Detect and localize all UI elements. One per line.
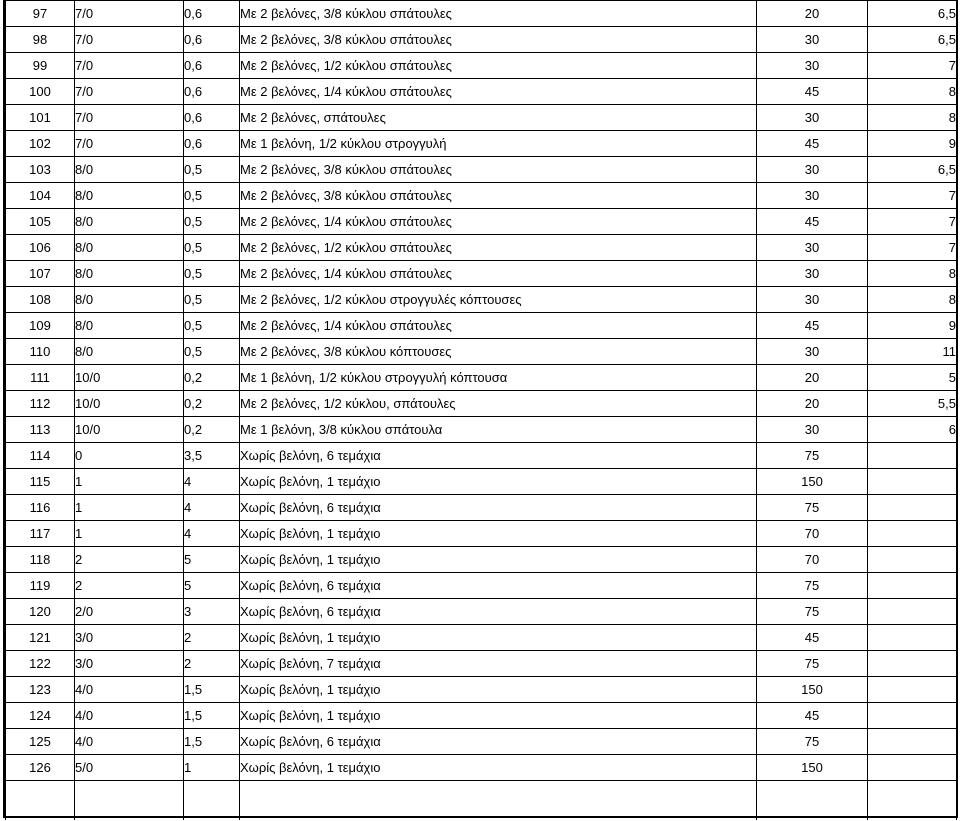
cell-length: 30 [757, 235, 868, 261]
cell-needle-mm: 5,5 [868, 391, 957, 417]
cell-size: 3/0 [75, 651, 184, 677]
table-row [6, 1, 957, 27]
table-row [6, 417, 957, 443]
cell-needle-mm [868, 443, 957, 469]
cell-size: 8/0 [75, 287, 184, 313]
cell-length: 75 [757, 495, 868, 521]
cell-diameter: 0,6 [184, 105, 240, 131]
cell-item-number: 125 [6, 729, 75, 755]
cell-diameter: 1,5 [184, 729, 240, 755]
cell-size: 1 [75, 495, 184, 521]
table-row [6, 625, 957, 651]
cell-description: Χωρίς βελόνη, 1 τεμάχιο [240, 469, 757, 495]
cell-length: 45 [757, 131, 868, 157]
cell-needle-mm: 8 [868, 105, 957, 131]
table-row [6, 495, 957, 521]
cell-needle-mm: 6 [868, 417, 957, 443]
cell-diameter: 0,5 [184, 235, 240, 261]
cell-description: Με 1 βελόνη, 3/8 κύκλου σπάτουλα [240, 417, 757, 443]
cell-diameter: 0,5 [184, 313, 240, 339]
cell-item-number: 105 [6, 209, 75, 235]
cell-item-number: 108 [6, 287, 75, 313]
cell-length: 30 [757, 261, 868, 287]
cell-length: 150 [757, 469, 868, 495]
cell-size: 8/0 [75, 209, 184, 235]
cell-size: 4/0 [75, 729, 184, 755]
cell-size: 2/0 [75, 599, 184, 625]
cell-description: Με 1 βελόνη, 1/2 κύκλου στρογγυλή κόπτουσα [240, 365, 757, 391]
cell-length: 20 [757, 1, 868, 27]
cell-diameter: 4 [184, 521, 240, 547]
table-row [6, 729, 957, 755]
cell-size: 10/0 [75, 391, 184, 417]
cell-description: Με 2 βελόνες, 1/4 κύκλου σπάτουλες [240, 209, 757, 235]
cell-diameter: 3,5 [184, 443, 240, 469]
table-row [6, 105, 957, 131]
cell-needle-mm [868, 469, 957, 495]
cell-description: Χωρίς βελόνη, 7 τεμάχια [240, 651, 757, 677]
cell-item-number: 103 [6, 157, 75, 183]
cell-length: 20 [757, 391, 868, 417]
cell-diameter: 0,5 [184, 157, 240, 183]
filler-cell [868, 781, 957, 821]
table-row [6, 677, 957, 703]
cell-description: Με 2 βελόνες, 1/2 κύκλου σπάτουλες [240, 235, 757, 261]
cell-description: Με 2 βελόνες, 3/8 κύκλου σπάτουλες [240, 157, 757, 183]
cell-diameter: 2 [184, 651, 240, 677]
cell-needle-mm [868, 755, 957, 781]
cell-diameter: 0,2 [184, 391, 240, 417]
cell-description: Χωρίς βελόνη, 1 τεμάχιο [240, 521, 757, 547]
cell-description: Χωρίς βελόνη, 1 τεμάχιο [240, 625, 757, 651]
filler-cell [757, 781, 868, 821]
cell-needle-mm [868, 599, 957, 625]
cell-diameter: 1 [184, 755, 240, 781]
cell-size: 1 [75, 469, 184, 495]
cell-length: 150 [757, 755, 868, 781]
cell-needle-mm: 8 [868, 261, 957, 287]
table-row [6, 391, 957, 417]
cell-item-number: 99 [6, 53, 75, 79]
cell-length: 45 [757, 313, 868, 339]
table-row [6, 235, 957, 261]
filler-cell [184, 781, 240, 821]
cell-length: 30 [757, 53, 868, 79]
cell-size: 2 [75, 547, 184, 573]
cell-size: 3/0 [75, 625, 184, 651]
table-body [6, 1, 957, 821]
cell-description: Με 2 βελόνες, 1/4 κύκλου σπάτουλες [240, 79, 757, 105]
cell-item-number: 110 [6, 339, 75, 365]
cell-description: Με 2 βελόνες, 3/8 κύκλου σπάτουλες [240, 1, 757, 27]
cell-needle-mm [868, 495, 957, 521]
table-row [6, 521, 957, 547]
cell-size: 7/0 [75, 27, 184, 53]
table-row [6, 287, 957, 313]
cell-needle-mm: 9 [868, 313, 957, 339]
cell-length: 70 [757, 547, 868, 573]
table-row [6, 573, 957, 599]
cell-needle-mm [868, 677, 957, 703]
cell-needle-mm: 8 [868, 287, 957, 313]
cell-length: 75 [757, 599, 868, 625]
cell-diameter: 5 [184, 547, 240, 573]
cell-length: 30 [757, 183, 868, 209]
cell-length: 30 [757, 287, 868, 313]
cell-needle-mm: 11 [868, 339, 957, 365]
cell-length: 75 [757, 573, 868, 599]
cell-item-number: 121 [6, 625, 75, 651]
cell-needle-mm [868, 521, 957, 547]
cell-description: Με 2 βελόνες, 3/8 κύκλου σπάτουλες [240, 27, 757, 53]
cell-diameter: 0,5 [184, 261, 240, 287]
cell-diameter: 0,5 [184, 339, 240, 365]
cell-size: 8/0 [75, 313, 184, 339]
table-row [6, 183, 957, 209]
cell-diameter: 1,5 [184, 677, 240, 703]
cell-needle-mm [868, 729, 957, 755]
cell-diameter: 5 [184, 573, 240, 599]
cell-length: 75 [757, 729, 868, 755]
table-row [6, 365, 957, 391]
cell-length: 30 [757, 339, 868, 365]
cell-size: 10/0 [75, 365, 184, 391]
table-row [6, 313, 957, 339]
table-row [6, 339, 957, 365]
cell-size: 8/0 [75, 157, 184, 183]
cell-size: 5/0 [75, 755, 184, 781]
cell-item-number: 113 [6, 417, 75, 443]
cell-length: 20 [757, 365, 868, 391]
cell-description: Με 2 βελόνες, 1/2 κύκλου, σπάτουλες [240, 391, 757, 417]
cell-needle-mm: 9 [868, 131, 957, 157]
table-row [6, 131, 957, 157]
cell-length: 30 [757, 27, 868, 53]
cell-item-number: 111 [6, 365, 75, 391]
cell-item-number: 102 [6, 131, 75, 157]
cell-item-number: 117 [6, 521, 75, 547]
cell-needle-mm: 7 [868, 53, 957, 79]
cell-description: Χωρίς βελόνη, 1 τεμάχιο [240, 547, 757, 573]
cell-description: Με 2 βελόνες, 1/4 κύκλου σπάτουλες [240, 313, 757, 339]
cell-needle-mm: 6,5 [868, 157, 957, 183]
cell-needle-mm: 7 [868, 183, 957, 209]
cell-diameter: 0,6 [184, 1, 240, 27]
cell-description: Με 1 βελόνη, 1/2 κύκλου στρογγυλή [240, 131, 757, 157]
cell-item-number: 112 [6, 391, 75, 417]
table-row [6, 443, 957, 469]
cell-needle-mm [868, 573, 957, 599]
cell-item-number: 98 [6, 27, 75, 53]
table-row [6, 599, 957, 625]
cell-length: 30 [757, 105, 868, 131]
cell-size: 4/0 [75, 703, 184, 729]
cell-size: 7/0 [75, 105, 184, 131]
table-row [6, 755, 957, 781]
cell-item-number: 101 [6, 105, 75, 131]
cell-item-number: 107 [6, 261, 75, 287]
cell-item-number: 119 [6, 573, 75, 599]
cell-diameter: 0,5 [184, 287, 240, 313]
table-row [6, 547, 957, 573]
cell-size: 8/0 [75, 339, 184, 365]
cell-needle-mm: 6,5 [868, 27, 957, 53]
table-row [6, 261, 957, 287]
cell-length: 75 [757, 651, 868, 677]
cell-length: 75 [757, 443, 868, 469]
cell-length: 45 [757, 209, 868, 235]
cell-description: Χωρίς βελόνη, 6 τεμάχια [240, 729, 757, 755]
cell-diameter: 0,5 [184, 209, 240, 235]
cell-diameter: 4 [184, 495, 240, 521]
cell-item-number: 115 [6, 469, 75, 495]
cell-length: 70 [757, 521, 868, 547]
cell-diameter: 0,2 [184, 365, 240, 391]
cell-size: 10/0 [75, 417, 184, 443]
cell-item-number: 124 [6, 703, 75, 729]
table-row [6, 53, 957, 79]
cell-needle-mm: 6,5 [868, 1, 957, 27]
cell-item-number: 118 [6, 547, 75, 573]
cell-length: 30 [757, 417, 868, 443]
cell-size: 4/0 [75, 677, 184, 703]
table-filler-row [6, 781, 957, 821]
table-row [6, 209, 957, 235]
cell-size: 7/0 [75, 53, 184, 79]
cell-size: 2 [75, 573, 184, 599]
document-sheet [3, 0, 958, 818]
cell-size: 8/0 [75, 261, 184, 287]
cell-description: Με 2 βελόνες, 3/8 κύκλου κόπτουσες [240, 339, 757, 365]
cell-needle-mm [868, 651, 957, 677]
cell-item-number: 114 [6, 443, 75, 469]
cell-needle-mm: 7 [868, 209, 957, 235]
table-row [6, 469, 957, 495]
cell-size: 1 [75, 521, 184, 547]
cell-diameter: 0,6 [184, 53, 240, 79]
suture-table [5, 0, 957, 820]
table-row [6, 651, 957, 677]
cell-needle-mm [868, 703, 957, 729]
cell-description: Χωρίς βελόνη, 6 τεμάχια [240, 573, 757, 599]
cell-length: 45 [757, 79, 868, 105]
cell-item-number: 122 [6, 651, 75, 677]
cell-item-number: 97 [6, 1, 75, 27]
cell-description: Χωρίς βελόνη, 1 τεμάχιο [240, 703, 757, 729]
filler-cell [6, 781, 75, 821]
cell-description: Με 2 βελόνες, 1/2 κύκλου σπάτουλες [240, 53, 757, 79]
filler-cell [75, 781, 184, 821]
cell-item-number: 106 [6, 235, 75, 261]
cell-needle-mm: 7 [868, 235, 957, 261]
cell-item-number: 120 [6, 599, 75, 625]
table-row [6, 27, 957, 53]
cell-diameter: 2 [184, 625, 240, 651]
cell-item-number: 123 [6, 677, 75, 703]
cell-description: Με 2 βελόνες, 1/2 κύκλου στρογγυλές κόπτουσες [240, 287, 757, 313]
cell-description: Με 2 βελόνες, 3/8 κύκλου σπάτουλες [240, 183, 757, 209]
cell-diameter: 0,6 [184, 79, 240, 105]
cell-diameter: 0,6 [184, 131, 240, 157]
cell-length: 45 [757, 703, 868, 729]
cell-length: 30 [757, 157, 868, 183]
cell-description: Με 2 βελόνες, σπάτουλες [240, 105, 757, 131]
cell-size: 7/0 [75, 79, 184, 105]
cell-length: 150 [757, 677, 868, 703]
cell-description: Με 2 βελόνες, 1/4 κύκλου σπάτουλες [240, 261, 757, 287]
cell-item-number: 126 [6, 755, 75, 781]
cell-diameter: 0,6 [184, 27, 240, 53]
table-row [6, 79, 957, 105]
cell-needle-mm [868, 625, 957, 651]
cell-diameter: 3 [184, 599, 240, 625]
cell-diameter: 0,2 [184, 417, 240, 443]
cell-needle-mm: 8 [868, 79, 957, 105]
cell-description: Χωρίς βελόνη, 6 τεμάχια [240, 443, 757, 469]
cell-diameter: 0,5 [184, 183, 240, 209]
cell-needle-mm [868, 547, 957, 573]
cell-item-number: 100 [6, 79, 75, 105]
cell-length: 45 [757, 625, 868, 651]
cell-size: 8/0 [75, 183, 184, 209]
cell-size: 0 [75, 443, 184, 469]
filler-cell [240, 781, 757, 821]
cell-size: 8/0 [75, 235, 184, 261]
cell-diameter: 4 [184, 469, 240, 495]
cell-size: 7/0 [75, 131, 184, 157]
cell-size: 7/0 [75, 1, 184, 27]
cell-description: Χωρίς βελόνη, 6 τεμάχια [240, 599, 757, 625]
cell-item-number: 109 [6, 313, 75, 339]
cell-diameter: 1,5 [184, 703, 240, 729]
table-row [6, 157, 957, 183]
cell-description: Χωρίς βελόνη, 6 τεμάχια [240, 495, 757, 521]
cell-item-number: 116 [6, 495, 75, 521]
cell-item-number: 104 [6, 183, 75, 209]
cell-description: Χωρίς βελόνη, 1 τεμάχιο [240, 755, 757, 781]
cell-needle-mm: 5 [868, 365, 957, 391]
cell-description: Χωρίς βελόνη, 1 τεμάχιο [240, 677, 757, 703]
table-row [6, 703, 957, 729]
